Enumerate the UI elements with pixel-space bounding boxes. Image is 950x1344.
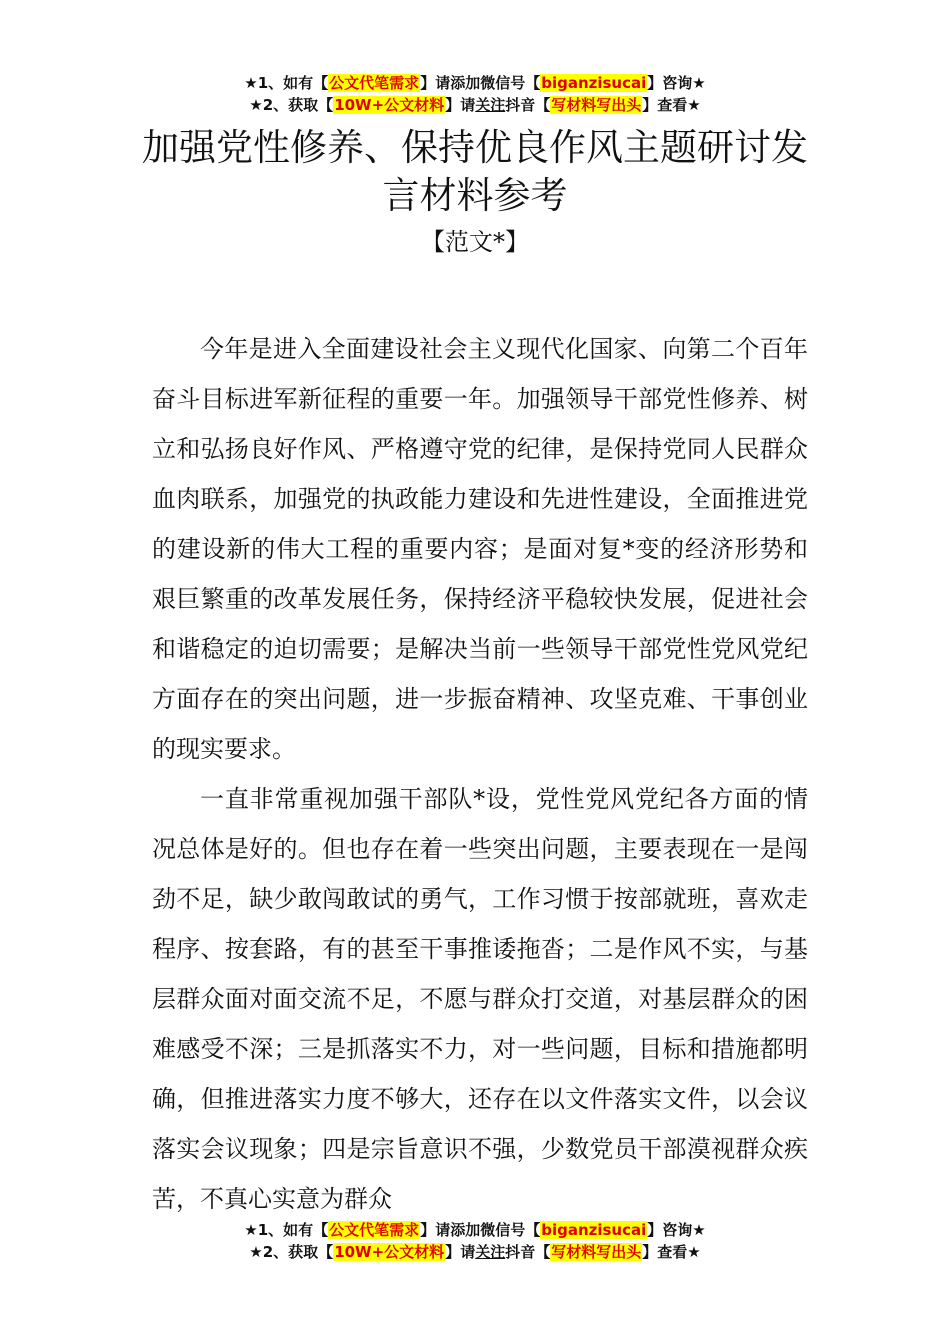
paragraph-2: 一直非常重视加强干部队*设，党性党风党纪各方面的情况总体是好的。但也存在着一些突出问题，主要表现在一是闯劲不足，缺少敢闯敢试的勇气，工作习惯于按部就班，喜欢走程序、按套路，有的甚至干事推诿拖沓；二是作风不实，与基层群众面对面交流不足，不愿与群众打交道，对基层群众的困难感受不深；三是抓落实不力，对一些问题，目标和措施都明确，但推进落实力度不够大，还存在以文件落实文件，以会议落实会议现象；四是宗旨意识不强，少数党员干部漠视群众疾苦，不真心实意为群众 — [152, 785, 808, 1213]
promo-highlight: 公文代笔需求 — [329, 1221, 420, 1239]
promo-highlight: 写材料写出头 — [551, 1243, 642, 1261]
promo-text: 抖音【 — [505, 1243, 551, 1261]
promo-highlight: 写材料写出头 — [551, 96, 642, 114]
promo-text: 】查看★ — [642, 96, 701, 114]
promo-text: 】咨询★ — [647, 1221, 706, 1239]
promo-line-1 — [0, 1219, 950, 1241]
promo-text: 】咨询★ — [647, 74, 706, 92]
promo-line-2 — [0, 1241, 950, 1263]
promo-header — [0, 72, 950, 116]
promo-text: ★1、如有【 — [244, 74, 329, 92]
document-subtitle: 【范文*】 — [421, 228, 529, 256]
promo-text: 】请添加微信号【 — [420, 1221, 541, 1239]
promo-highlight: 公文代笔需求 — [329, 74, 420, 92]
promo-line-1 — [0, 72, 950, 94]
promo-text: 抖音【 — [505, 96, 551, 114]
promo-highlight: 10W+公文材料 — [334, 1243, 445, 1261]
document-title: 加强党性修养、保持优良作风主题研讨发言材料参考 — [142, 126, 808, 217]
promo-text: ★2、获取【 — [249, 1243, 334, 1261]
promo-line-2 — [0, 94, 950, 116]
promo-underline: 关注 — [475, 96, 506, 114]
document-body — [152, 324, 808, 1224]
promo-highlight: biganzisucai — [541, 1221, 647, 1239]
promo-text: ★2、获取【 — [249, 96, 334, 114]
promo-underline: 关注 — [475, 1243, 506, 1261]
paragraph-1: 今年是进入全面建设社会主义现代化国家、向第二个百年奋斗目标进军新征程的重要一年。加强领导干部党性修养、树立和弘扬良好作风、严格遵守党的纪律，是保持党同人民群众血肉联系，加强党的执政能力建设和先进性建设，全面推进党的建设新的伟大工程的重要内容；是面对复*变的经济形势和艰巨繁重的改革发展任务，保持经济平稳较快发展，促进社会和谐稳定的迫切需要；是解决当前一些领导干部党性党风党纪方面存在的突出问题，进一步振奋精神、攻坚克难、干事创业的现实要求。 — [152, 335, 808, 763]
promo-text: 】请 — [445, 1243, 476, 1261]
promo-text: 】查看★ — [642, 1243, 701, 1261]
promo-highlight: biganzisucai — [541, 74, 647, 92]
promo-text: 】请 — [445, 96, 476, 114]
promo-highlight: 10W+公文材料 — [334, 96, 445, 114]
promo-footer — [0, 1219, 950, 1263]
promo-text: 】请添加微信号【 — [420, 74, 541, 92]
promo-text: ★1、如有【 — [244, 1221, 329, 1239]
